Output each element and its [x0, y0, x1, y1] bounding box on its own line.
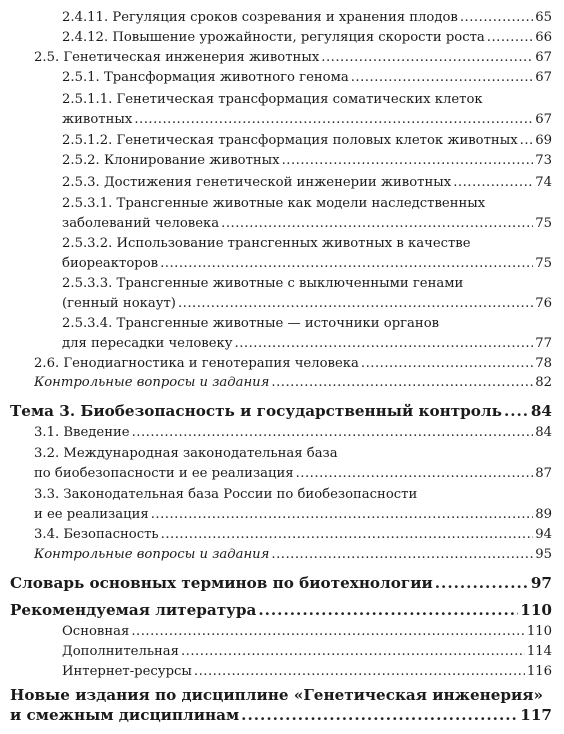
toc-entry-page: 84: [530, 402, 552, 420]
toc-entry-page: 97: [530, 574, 552, 592]
toc-entry: [0, 444, 564, 484]
toc-entry: [0, 485, 564, 525]
toc-entry-page: 75: [535, 216, 552, 231]
toc-entry-title-line2: животных: [62, 112, 133, 127]
toc-entry: [0, 423, 564, 443]
toc-entry: [0, 173, 564, 193]
toc-entry-title-line2: биореакторов: [62, 256, 159, 271]
toc-entry-page: 95: [535, 547, 552, 562]
leader-dots: [321, 48, 533, 68]
leader-dots: [351, 68, 533, 88]
toc-entry: [0, 622, 564, 642]
leader-dots: [181, 642, 525, 662]
toc-entry: [0, 274, 564, 314]
toc-entry: [0, 131, 564, 151]
toc-entry-title: 2.4.11. Регуляция сроков созревания и хранения плодов: [62, 10, 458, 25]
leader-dots: [221, 214, 533, 234]
leader-dots: [161, 525, 534, 545]
toc-entry-page: 67: [535, 50, 552, 65]
toc-entry: [0, 194, 564, 234]
leader-dots: [453, 173, 533, 193]
toc-entry-page: 65: [535, 10, 552, 25]
leader-dots: [134, 110, 533, 130]
toc-entry-page: 89: [535, 507, 552, 522]
toc-entry-page: 73: [535, 153, 552, 168]
leader-dots: [194, 662, 525, 682]
toc-entry-title: 3.4. Безопасность: [34, 527, 159, 542]
toc-entry: [0, 373, 564, 393]
toc-entry: [0, 525, 564, 545]
toc-entry: [0, 600, 564, 620]
toc-entry-title: Тема 3. Биобезопасность и государственный контроль: [10, 402, 502, 420]
leader-dots: [178, 294, 533, 314]
toc-entry: [0, 545, 564, 565]
toc-entry-title-line1: 2.5.1.1. Генетическая трансформация соматических клеток: [62, 92, 483, 107]
toc-entry-title-line1: 3.2. Международная законодательная база: [34, 446, 338, 461]
leader-dots: [504, 401, 529, 421]
leader-dots: [296, 464, 534, 484]
toc-entry-title-line1: 2.5.3.4. Трансгенные животные — источники органов: [62, 316, 440, 331]
leader-dots: [151, 505, 534, 525]
toc-entry-page: 94: [535, 527, 552, 542]
toc-entry-page: 69: [535, 133, 552, 148]
toc-entry-title: Основная: [62, 624, 130, 639]
toc-entry-title-line2: (генный нокаут): [62, 296, 176, 311]
leader-dots: [271, 373, 533, 393]
toc-entry: [0, 401, 564, 421]
toc-entry-title-line1: 3.3. Законодательная база России по биобезопасности: [34, 487, 418, 502]
toc-entry-page: 116: [526, 664, 552, 679]
toc-entry-title: 2.5. Генетическая инженерия животных: [34, 50, 320, 65]
toc-entry-title: 3.1. Введение: [34, 425, 130, 440]
toc-entry: [0, 685, 564, 725]
toc-entry-page: 114: [526, 644, 552, 659]
leader-dots: [235, 334, 534, 354]
toc-entry-title: 2.4.12. Повышение урожайности, регуляция скорости роста: [62, 30, 485, 45]
toc-entry-title-line1: Новые издания по дисциплине «Генетическая инженерия»: [10, 686, 544, 704]
leader-dots: [241, 705, 518, 725]
toc-entry-title-line2: и ее реализация: [34, 507, 149, 522]
toc-entry-title: 2.5.1. Трансформация животного генома: [62, 70, 349, 85]
toc-entry-title: Интернет-ресурсы: [62, 664, 192, 679]
toc-entry-page: 84: [535, 425, 552, 440]
toc-entry-page: 67: [535, 70, 552, 85]
toc-entry-page: 67: [535, 112, 552, 127]
toc-entry: [0, 90, 564, 130]
toc-entry-page: 78: [535, 356, 552, 371]
toc-entry-title: 2.5.2. Клонирование животных: [62, 153, 280, 168]
leader-dots: [271, 545, 533, 565]
toc-entry-title-line2: заболеваний человека: [62, 216, 220, 231]
toc-entry-page: 75: [535, 256, 552, 271]
toc-entry-title-line1: 2.5.3.1. Трансгенные животные как модели наследственных: [62, 196, 486, 211]
leader-dots: [131, 622, 525, 642]
toc-entry-page: 74: [535, 175, 552, 190]
toc-entry: [0, 234, 564, 274]
toc-entry-page: 66: [535, 30, 552, 45]
toc-entry-title: 2.5.1.2. Генетическая трансформация половых клеток животных: [62, 133, 518, 148]
leader-dots: [160, 254, 533, 274]
toc-entry: [0, 151, 564, 171]
toc-entry: [0, 68, 564, 88]
leader-dots: [132, 423, 534, 443]
toc-entry-page: 117: [520, 706, 552, 724]
toc-entry-title: Контрольные вопросы и задания: [34, 547, 270, 562]
leader-dots: [258, 600, 518, 620]
toc-entry-title-line2: и смежным дисциплинам: [10, 706, 240, 724]
toc-entry-title: Дополнительная: [62, 644, 179, 659]
toc-entry-title: Рекомендуемая литература: [10, 601, 257, 619]
toc-entry: [0, 314, 564, 354]
toc-entry-title-line2: для пересадки человеку: [62, 336, 233, 351]
toc-entry: [0, 642, 564, 662]
toc-entry-title-line1: 2.5.3.3. Трансгенные животные с выключенными генами: [62, 276, 464, 291]
toc-entry: [0, 28, 564, 48]
leader-dots: [487, 28, 533, 48]
leader-dots: [361, 354, 533, 374]
leader-dots: [282, 151, 534, 171]
toc-entry-page: 82: [535, 375, 552, 390]
toc-entry: [0, 662, 564, 682]
toc-entry-page: 87: [535, 466, 552, 481]
toc-entry-title: Словарь основных терминов по биотехнологии: [10, 574, 433, 592]
toc-entry: [0, 573, 564, 593]
toc-entry-page: 110: [520, 601, 552, 619]
toc-entry-title: 2.6. Генодиагностика и генотерапия человека: [34, 356, 359, 371]
toc-entry: [0, 354, 564, 374]
toc-entry-title: Контрольные вопросы и задания: [34, 375, 270, 390]
leader-dots: [460, 8, 533, 28]
toc-entry-title-line1: 2.5.3.2. Использование трансгенных животных в качестве: [62, 236, 471, 251]
leader-dots: [520, 131, 534, 151]
toc-entry-title: 2.5.3. Достижения генетической инженерии животных: [62, 175, 452, 190]
toc-entry-page: 77: [535, 336, 552, 351]
toc-entry-page: 110: [526, 624, 552, 639]
toc-entry-page: 76: [535, 296, 552, 311]
toc-entry: [0, 8, 564, 28]
leader-dots: [435, 573, 529, 593]
toc-entry-title-line2: по биобезопасности и ее реализация: [34, 466, 294, 481]
toc-entry: [0, 48, 564, 68]
